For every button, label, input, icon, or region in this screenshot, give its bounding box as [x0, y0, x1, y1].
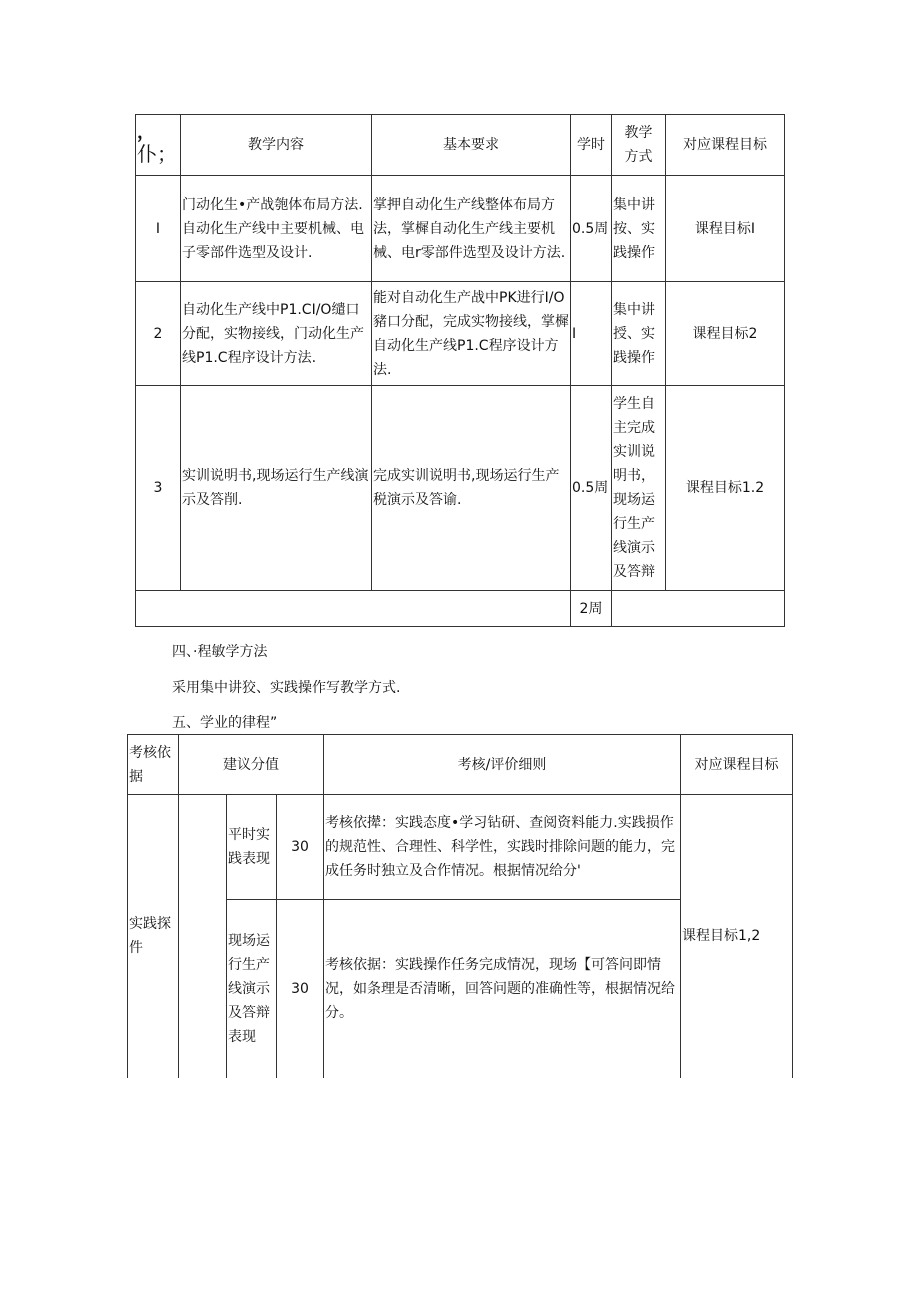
- row-number: 2: [136, 282, 181, 386]
- header-index-mark: ，: [137, 122, 155, 143]
- table-row: [136, 282, 785, 386]
- row-content: 自动化生产线中P1.CI/O缱口分配，实物接线，门动化生产线P1.C程序设计方法.: [181, 282, 372, 386]
- row-method: 集中讲按、实践操作: [612, 176, 666, 282]
- group-label: 实践探件: [128, 795, 179, 1078]
- item-rule: 考核依据：实践操作任务完成情况，现场【可答问即情况，如条理是否清晰，回答问题的准确性等，根据情况给分。: [324, 900, 681, 1078]
- row-goal: 课程目标1.2: [666, 386, 785, 591]
- assessment-table: [127, 734, 793, 1078]
- row-hours: I: [571, 282, 612, 386]
- section4-text: 采用集中讲狡、实践操作写教学方式.: [172, 680, 401, 696]
- total-blank-right: [612, 591, 785, 627]
- section4-heading: 四、·程敏学方法: [172, 644, 268, 660]
- item-rule: 考核依撵：实践态度•学习钻研、查阅资料能力.实践损作的规范性、合理性、科学性，实践时排除问题的能力，完成任务时独立及合作情况。根据情况给分': [324, 795, 681, 900]
- row-hours: 0.5周: [571, 386, 612, 591]
- row-content: 实训说明书,现场运行生产线演示及答削.: [181, 386, 372, 591]
- header-index-label: 仆；: [137, 142, 177, 166]
- row-requirement: 掌押自动化生产线整体布局方法，掌樨自动化生产线主要机械、电r零部件选型及设计方法.: [372, 176, 571, 282]
- header-goal: 对应课程目标: [681, 735, 793, 795]
- table-header-row: [136, 115, 785, 176]
- teaching-content-table: [135, 114, 785, 627]
- row-method: 学生自主完成实训说明书，现场运行生产线演示及答辩: [612, 386, 666, 591]
- header-method: 教学方式: [612, 115, 666, 176]
- item-name: 平时实践表现: [227, 795, 277, 900]
- row-goal: 课程目标I: [666, 176, 785, 282]
- header-hours: 学时: [571, 115, 612, 176]
- header-goal: 对应课程目标: [666, 115, 785, 176]
- header-content: 教学内容: [181, 115, 372, 176]
- row-number: 3: [136, 386, 181, 591]
- row-requirement: 完成实训说明书,现场运行生产税演示及答谕.: [372, 386, 571, 591]
- row-goal: 课程目标2: [666, 282, 785, 386]
- header-basis: 考核依据: [128, 735, 179, 795]
- total-hours: 2周: [571, 591, 612, 627]
- total-row: [136, 591, 785, 627]
- table-row: [136, 176, 785, 282]
- header-score: 建议分值: [179, 735, 324, 795]
- header-requirement: 基本要求: [372, 115, 571, 176]
- row-requirement: 能对自动化生产战中PK进行I/O豬口分配，完成实物接线，掌樨自动化生产线P1.C程序设计方法.: [372, 282, 571, 386]
- total-blank: [136, 591, 571, 627]
- item-score: 30: [277, 795, 324, 900]
- row-method: 集中讲授、实践操作: [612, 282, 666, 386]
- item-name: 现场运行生产线演示及答辩表现: [227, 900, 277, 1078]
- item-score: 30: [277, 900, 324, 1078]
- row-number: I: [136, 176, 181, 282]
- header-index-cell: [136, 115, 181, 176]
- row-hours: 0.5周: [571, 176, 612, 282]
- table-header-row: [128, 735, 793, 795]
- table-row: [128, 795, 793, 900]
- group-spacer: [179, 795, 227, 1078]
- assessment-goal: 课程目标1,2: [681, 795, 793, 1078]
- row-content: 门动化生•产战匏体布局方法.自动化生产线中主要机械、电子零部件选型及设计.: [181, 176, 372, 282]
- table-row: [136, 386, 785, 591]
- section5-heading: 五、学业的律程”: [172, 715, 278, 731]
- header-rules: 考核/评价细则: [324, 735, 681, 795]
